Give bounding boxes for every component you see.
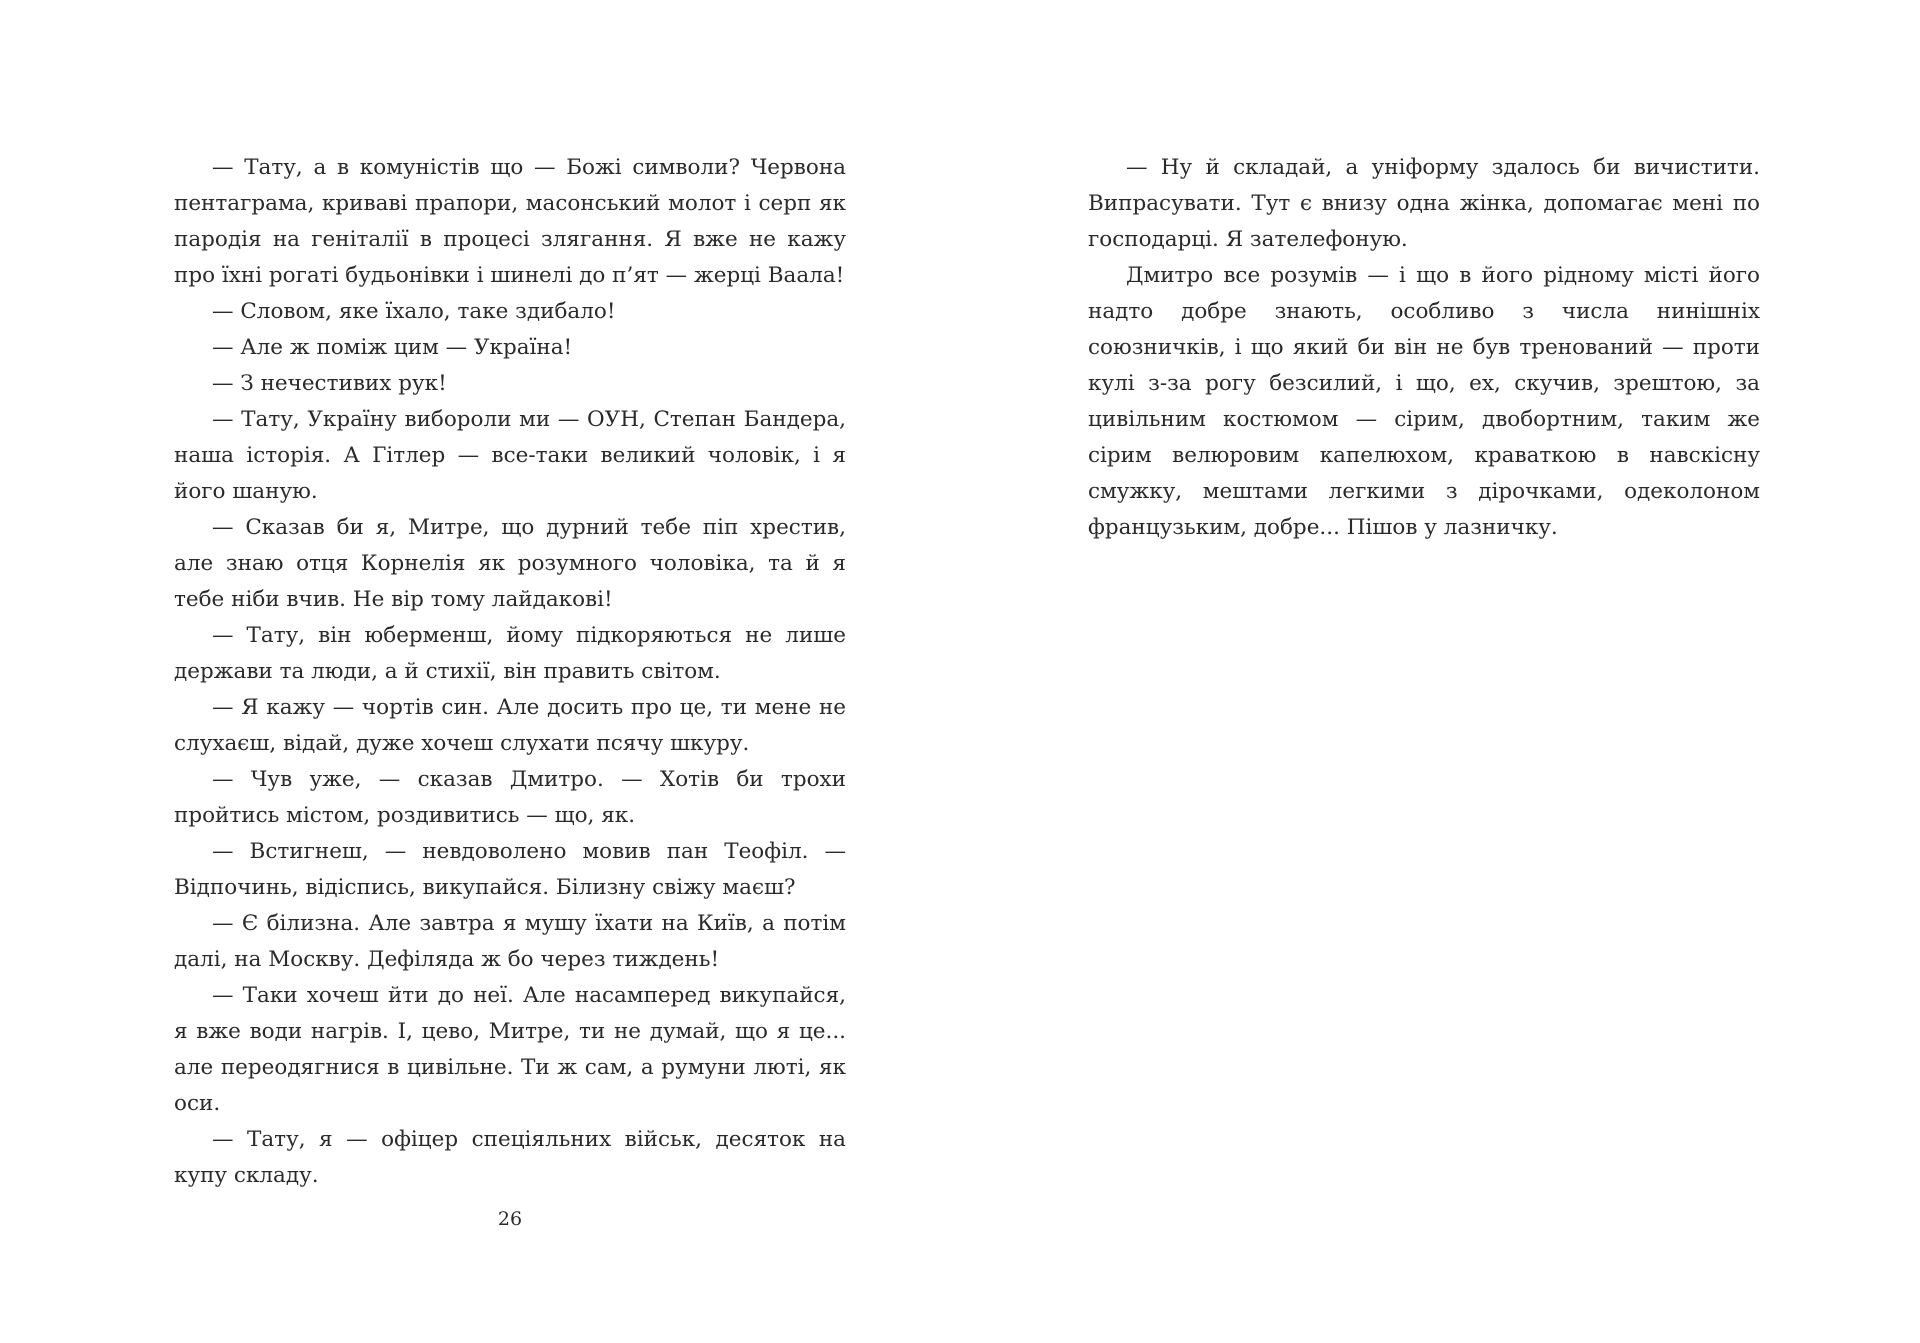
paragraph: Дмитро все розумів — і що в його рідному місті його надто добре знають, особливо з числа нинішніх союзничків, і що який би він не був тренований — проти кулі з-за рогу безсилий, і що, ех, скучив, зрештою, за цивільним костюмом — сірим, двобортним, таким же сірим велюровим капелюхом, краваткою в навскісну смужку, мештами легкими з дірочками, одеколоном французьким, добре... Пішов у лазничку. <box>1088 263 1760 540</box>
paragraph: — Є білизна. Але завтра я мушу їхати на Київ, а потім далі, на Москву. Дефіляда ж бо через тиждень! <box>174 911 846 972</box>
left-page-text <box>174 150 846 1194</box>
paragraph: — Встигнеш, — невдоволено мовив пан Теофіл. — Відпочинь, відіспись, викупайся. Білизну свіжу маєш? <box>174 839 846 900</box>
paragraph: — Тату, він юберменш, йому підкоряються не лише держави та люди, а й стихії, він править світом. <box>174 623 846 684</box>
paragraph: — Я кажу — чортів син. Але досить про це, ти мене не слухаєш, відай, дуже хочеш слухати псячу шкуру. <box>174 695 846 756</box>
paragraph: — Тату, Україну вибороли ми — ОУН, Степан Бандера, наша історія. А Гітлер — все-таки великий чоловік, і я його шаную. <box>174 407 846 504</box>
paragraph: — Тату, я — офіцер спеціяльних військ, десяток на купу складу. <box>174 1127 846 1188</box>
paragraph: — Тату, а в комуністів що — Божі символи? Червона пентаграма, криваві прапори, масонський молот і серп як пародія на геніталії в процесі злягання. Я вже не кажу про їхні рогаті будьонівки і шинелі до п’ят — жерці Ваала! <box>174 155 846 288</box>
paragraph: — Сказав би я, Митре, що дурний тебе піп хрестив, але знаю отця Корнелія як розумного чоловіка, та й я тебе ніби вчив. Не вір тому лайдакові! <box>174 515 846 612</box>
page-number: 26 <box>497 1208 523 1230</box>
right-page-text <box>1088 150 1760 546</box>
paragraph: — Ну й складай, а уніформу здалось би вичистити. Випрасувати. Тут є внизу одна жінка, допомагає мені по господарці. Я зателефоную. <box>1088 155 1760 252</box>
paragraph: — Словом, яке їхало, таке здибало! <box>212 299 616 324</box>
paragraph: — Але ж поміж цим — Україна! <box>212 335 573 360</box>
paragraph: — Чув уже, — сказав Дмитро. — Хотів би трохи пройтись містом, роздивитись — що, як. <box>174 767 846 828</box>
paragraph: — Таки хочеш йти до неї. Але насамперед викупайся, я вже води нагрів. І, цево, Митре, ти не думай, що я це... але переодягнися в цивільне. Ти ж сам, а румуни люті, як оси. <box>174 983 846 1116</box>
paragraph: — З нечестивих рук! <box>212 371 447 396</box>
